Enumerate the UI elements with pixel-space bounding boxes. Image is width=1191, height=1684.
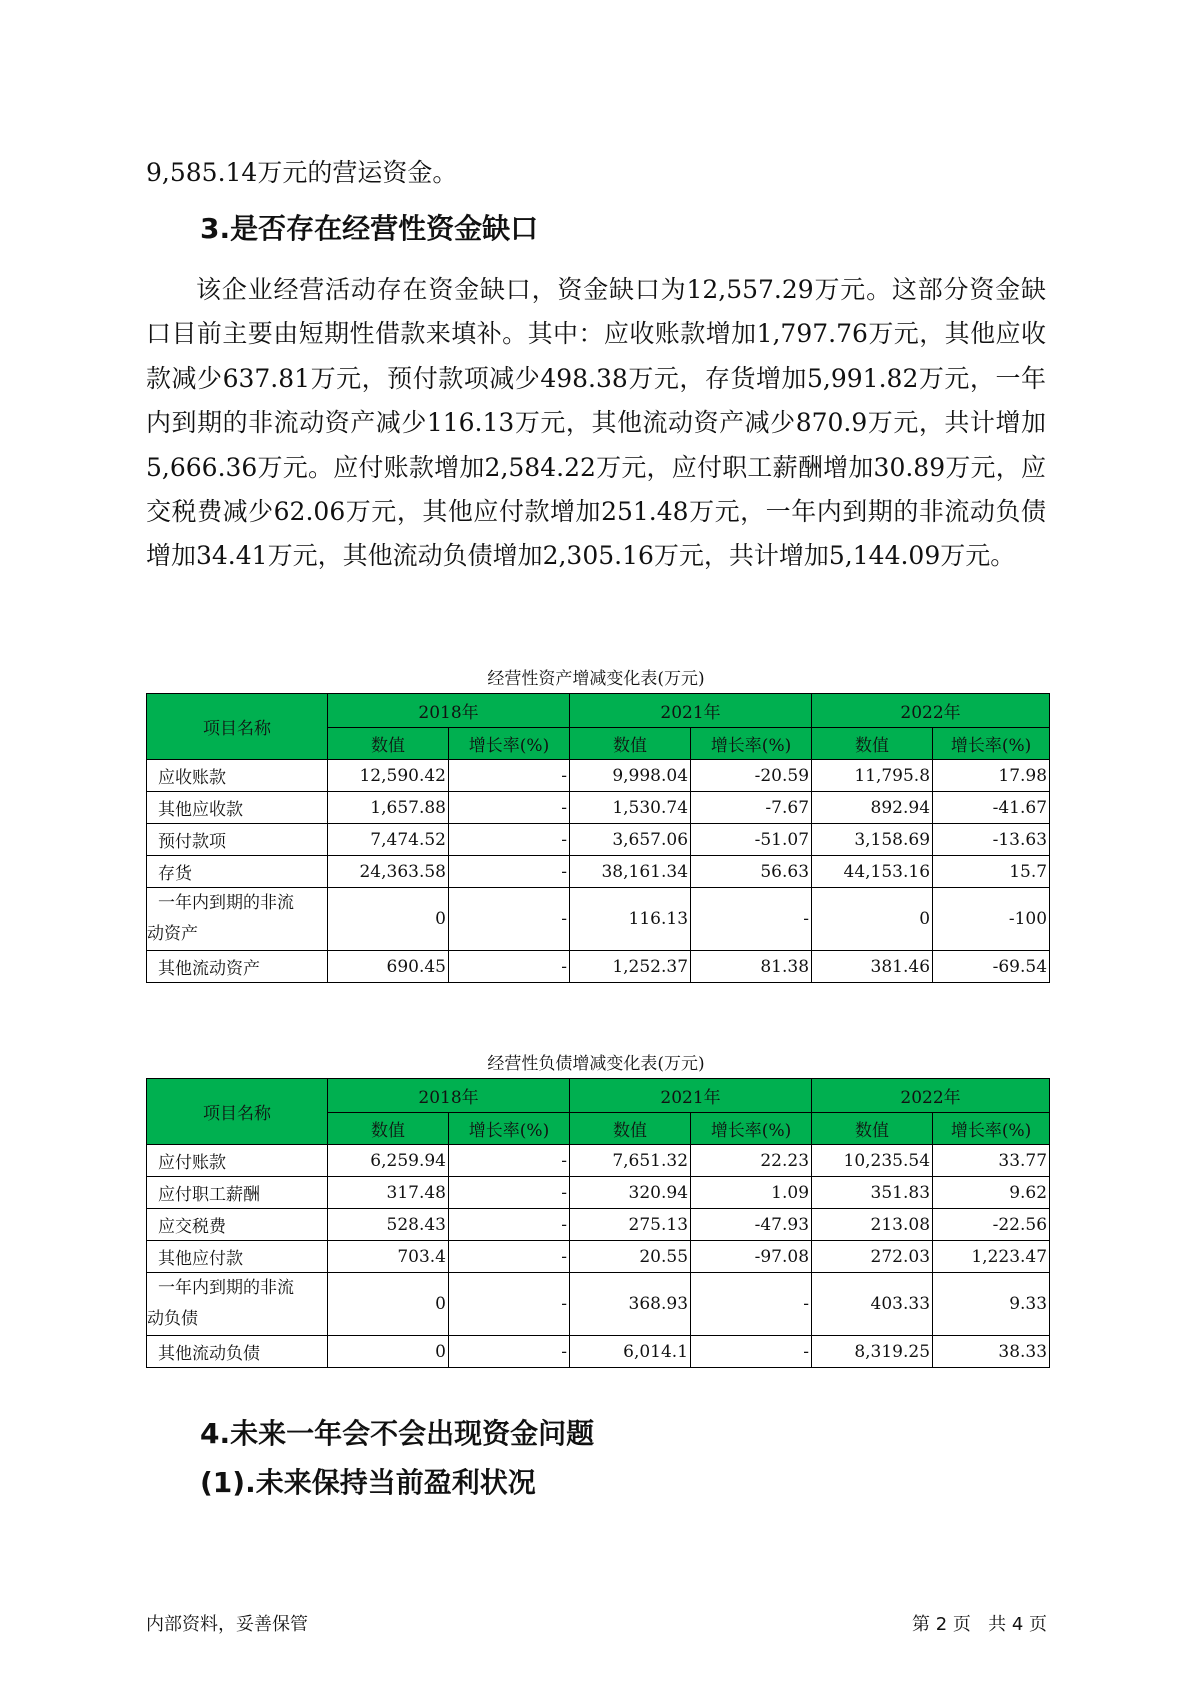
assets-table	[146, 693, 1050, 983]
table-row	[147, 760, 1050, 792]
cell-growth-rate: 15.7	[933, 856, 1050, 888]
cell-growth-rate: -100	[933, 888, 1050, 951]
header-growth-rate: 增长率(%)	[449, 1113, 570, 1145]
cell-value: 272.03	[812, 1241, 933, 1273]
row-label-line2: 动负债	[147, 1309, 198, 1329]
cell-value: 368.93	[570, 1273, 691, 1336]
header-item-name: 项目名称	[147, 694, 328, 760]
liabilities-table-caption: 经营性负债增减变化表(万元)	[487, 1054, 705, 1074]
assets-table-body	[147, 760, 1050, 983]
cell-growth-rate: 33.77	[933, 1145, 1050, 1177]
cell-growth-rate: -	[449, 1241, 570, 1273]
cell-value: 0	[812, 888, 933, 951]
cell-value: 6,259.94	[328, 1145, 449, 1177]
cell-growth-rate: -	[449, 856, 570, 888]
table-row	[147, 856, 1050, 888]
liabilities-table	[146, 1078, 1050, 1368]
table-row	[147, 1336, 1050, 1368]
row-label: 应收账款	[147, 760, 328, 792]
cell-value: 116.13	[570, 888, 691, 951]
cell-growth-rate: -	[449, 824, 570, 856]
row-label-line1: 一年内到期的非流	[158, 893, 294, 913]
cell-value: 1,252.37	[570, 951, 691, 983]
header-value: 数值	[328, 728, 449, 760]
cell-growth-rate: -	[691, 1336, 812, 1368]
cell-growth-rate: 38.33	[933, 1336, 1050, 1368]
cell-growth-rate: -	[691, 1273, 812, 1336]
cell-value: 20.55	[570, 1241, 691, 1273]
table-row	[147, 1241, 1050, 1273]
cell-growth-rate: -41.67	[933, 792, 1050, 824]
section-4-subheading: (1).未来保持当前盈利状况	[200, 1466, 536, 1499]
cell-value: 10,235.54	[812, 1145, 933, 1177]
row-label: 其他流动资产	[147, 951, 328, 983]
table-row	[147, 1209, 1050, 1241]
header-year-2022: 2022年	[812, 694, 1050, 728]
header-growth-rate: 增长率(%)	[449, 728, 570, 760]
cell-value: 213.08	[812, 1209, 933, 1241]
cell-growth-rate: -	[449, 1336, 570, 1368]
cell-growth-rate: 22.23	[691, 1145, 812, 1177]
cell-value: 1,657.88	[328, 792, 449, 824]
cell-growth-rate: -47.93	[691, 1209, 812, 1241]
row-label: 应付账款	[147, 1145, 328, 1177]
cell-growth-rate: 9.62	[933, 1177, 1050, 1209]
cell-growth-rate: -	[449, 1177, 570, 1209]
header-value: 数值	[812, 1113, 933, 1145]
cell-growth-rate: -	[449, 760, 570, 792]
cell-value: 0	[328, 1336, 449, 1368]
cell-value: 24,363.58	[328, 856, 449, 888]
section-3-heading: 3.是否存在经营性资金缺口	[200, 212, 539, 245]
cell-growth-rate: 1.09	[691, 1177, 812, 1209]
cell-growth-rate: -	[449, 792, 570, 824]
row-label	[147, 1273, 328, 1336]
row-label: 应交税费	[147, 1209, 328, 1241]
row-label	[147, 888, 328, 951]
row-label: 存货	[147, 856, 328, 888]
cell-value: 317.48	[328, 1177, 449, 1209]
cell-value: 892.94	[812, 792, 933, 824]
row-label: 其他应付款	[147, 1241, 328, 1273]
header-year-2021: 2021年	[570, 694, 812, 728]
cell-growth-rate: -51.07	[691, 824, 812, 856]
cell-value: 275.13	[570, 1209, 691, 1241]
header-year-2018: 2018年	[328, 694, 570, 728]
row-label-line1: 一年内到期的非流	[158, 1278, 294, 1298]
table-row	[147, 1273, 1050, 1336]
cell-value: 44,153.16	[812, 856, 933, 888]
table-row	[147, 1177, 1050, 1209]
header-growth-rate: 增长率(%)	[691, 1113, 812, 1145]
cell-value: 3,158.69	[812, 824, 933, 856]
table-row	[147, 951, 1050, 983]
table-row	[147, 1145, 1050, 1177]
cell-value: 9,998.04	[570, 760, 691, 792]
cell-growth-rate: 1,223.47	[933, 1241, 1050, 1273]
cell-growth-rate: -	[449, 888, 570, 951]
cell-growth-rate: -20.59	[691, 760, 812, 792]
cell-growth-rate: -7.67	[691, 792, 812, 824]
header-year-2018: 2018年	[328, 1079, 570, 1113]
cell-value: 3,657.06	[570, 824, 691, 856]
header-year-2022: 2022年	[812, 1079, 1050, 1113]
cell-value: 12,590.42	[328, 760, 449, 792]
cell-value: 381.46	[812, 951, 933, 983]
cell-value: 1,530.74	[570, 792, 691, 824]
header-year-2021: 2021年	[570, 1079, 812, 1113]
header-value: 数值	[570, 728, 691, 760]
footer-page-number: 第 2 页 共 4 页	[912, 1614, 1047, 1635]
cell-growth-rate: -69.54	[933, 951, 1050, 983]
cell-value: 703.4	[328, 1241, 449, 1273]
cell-growth-rate: 56.63	[691, 856, 812, 888]
table-row	[147, 824, 1050, 856]
section-3-paragraph: 该企业经营活动存在资金缺口，资金缺口为12,557.29万元。这部分资金缺口目前主要由短期性借款来填补。其中：应收账款增加1,797.76万元，其他应收款减少637.81万元，预付款项减少498.38万元，存货增加5,991.82万元，一年内到期的非流动资产减少116.13万元，其他流动资产减少870.9万元，共计增加5,666.36万元。应付账款增加2,584.22万元，应付职工薪酬增加30.89万元，应交税费减少62.06万元，其他应付款增加251.48万元，一年内到期的非流动负债增加34.41万元，其他流动负债增加2,305.16万元，共计增加5,144.09万元。	[146, 275, 1046, 571]
header-item-name: 项目名称	[147, 1079, 328, 1145]
header-growth-rate: 增长率(%)	[933, 1113, 1050, 1145]
footer-confidential-note: 内部资料，妥善保管	[146, 1614, 308, 1635]
cell-growth-rate: 17.98	[933, 760, 1050, 792]
cell-value: 8,319.25	[812, 1336, 933, 1368]
cell-growth-rate: -	[691, 888, 812, 951]
cell-value: 528.43	[328, 1209, 449, 1241]
cell-value: 0	[328, 1273, 449, 1336]
cell-value: 351.83	[812, 1177, 933, 1209]
row-label: 预付款项	[147, 824, 328, 856]
cell-growth-rate: 81.38	[691, 951, 812, 983]
row-label: 应付职工薪酬	[147, 1177, 328, 1209]
cell-value: 6,014.1	[570, 1336, 691, 1368]
header-growth-rate: 增长率(%)	[933, 728, 1050, 760]
table-row	[147, 792, 1050, 824]
header-growth-rate: 增长率(%)	[691, 728, 812, 760]
row-label-line2: 动资产	[147, 924, 198, 944]
cell-value: 0	[328, 888, 449, 951]
cell-growth-rate: -22.56	[933, 1209, 1050, 1241]
section-4-heading: 4.未来一年会不会出现资金问题	[200, 1417, 595, 1450]
header-value: 数值	[812, 728, 933, 760]
cell-value: 11,795.8	[812, 760, 933, 792]
liabilities-table-body	[147, 1145, 1050, 1368]
cell-value: 403.33	[812, 1273, 933, 1336]
intro-line: 9,585.14万元的营运资金。	[146, 158, 458, 187]
cell-growth-rate: -13.63	[933, 824, 1050, 856]
cell-growth-rate: -	[449, 1209, 570, 1241]
cell-growth-rate: 9.33	[933, 1273, 1050, 1336]
assets-table-caption: 经营性资产增减变化表(万元)	[487, 669, 705, 689]
cell-growth-rate: -97.08	[691, 1241, 812, 1273]
cell-growth-rate: -	[449, 951, 570, 983]
cell-value: 7,474.52	[328, 824, 449, 856]
cell-value: 38,161.34	[570, 856, 691, 888]
table-row	[147, 888, 1050, 951]
row-label: 其他应收款	[147, 792, 328, 824]
cell-value: 7,651.32	[570, 1145, 691, 1177]
cell-value: 320.94	[570, 1177, 691, 1209]
cell-growth-rate: -	[449, 1273, 570, 1336]
row-label: 其他流动负债	[147, 1336, 328, 1368]
cell-value: 690.45	[328, 951, 449, 983]
header-value: 数值	[570, 1113, 691, 1145]
header-value: 数值	[328, 1113, 449, 1145]
cell-growth-rate: -	[449, 1145, 570, 1177]
